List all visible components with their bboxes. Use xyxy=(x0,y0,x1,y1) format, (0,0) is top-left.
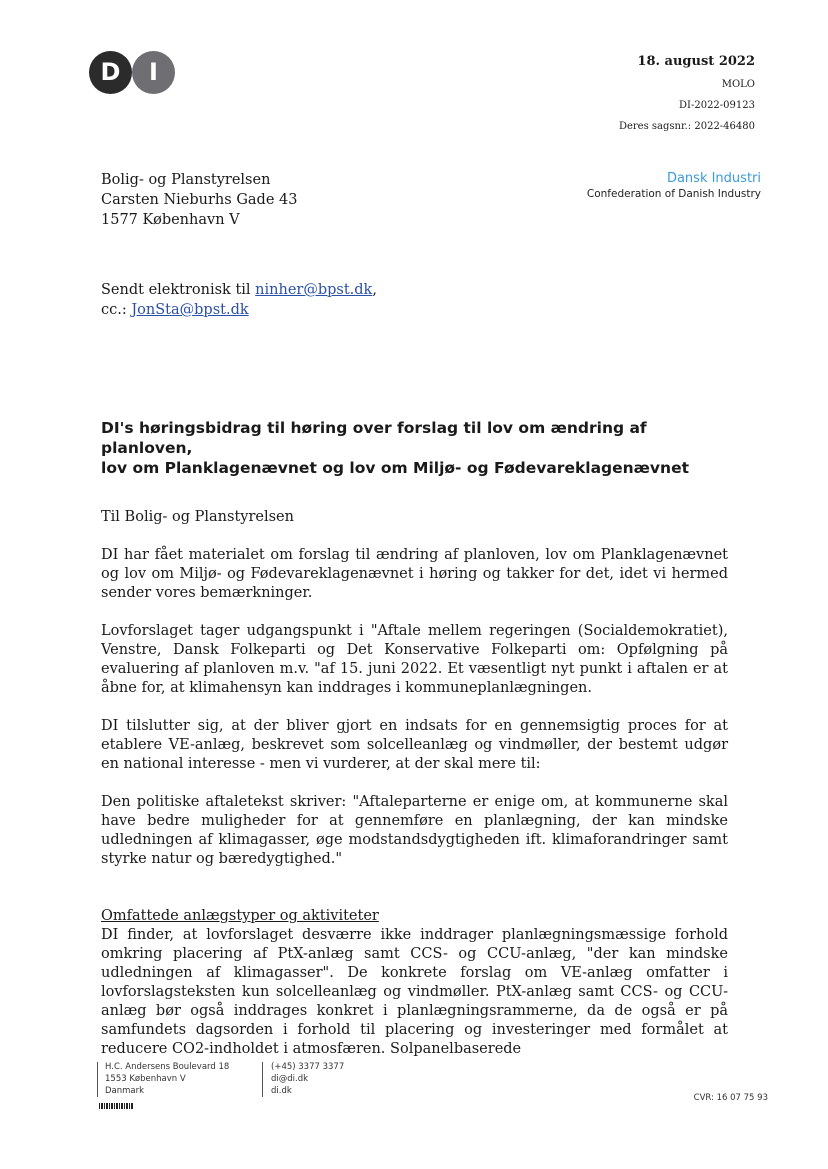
body-paragraph: Lovforslaget tager udgangspunkt i "Aftale mellem regeringen (Socialdemokratiet), Venstre, Dansk Folkeparti og Det Konservative Folkeparti om: Opfølgning på evaluering af planloven m.v. "af 15. juni 2022. Et væsentligt nyt punkt i aftalen er at åbne for, at klimahensyn kan inddrages i kommuneplanlægningen. xyxy=(101,623,728,696)
section-subheading: Omfattede anlægstyper og aktiviteter xyxy=(101,908,379,924)
title-line: DI's høringsbidrag til høring over forslag til lov om ændring af planloven, xyxy=(101,419,647,457)
case-number: DI-2022-09123 xyxy=(679,100,755,111)
email-link-primary[interactable]: ninher@bpst.dk xyxy=(255,282,373,298)
recipient-line: Carsten Nieburhs Gade 43 xyxy=(101,192,298,208)
letter-date: 18. august 2022 xyxy=(637,54,755,69)
email-link-cc[interactable]: JonSta@bpst.dk xyxy=(131,302,249,318)
their-reference: Deres sagsnr.: 2022-46480 xyxy=(618,121,755,132)
recipient-line: Bolig- og Planstyrelsen xyxy=(101,172,271,188)
body-paragraph: DI har fået materialet om forslag til ændring af planloven, lov om Planklagenævnet og lov om Miljø- og Fødevareklagenævnet i høring og takker for det, idet vi hermed sender vores bemærkninger. xyxy=(101,547,728,601)
document-title xyxy=(101,418,741,478)
sent-prefix: Sendt elektronisk til xyxy=(101,282,256,298)
sent-notice xyxy=(101,280,377,320)
footer-address-line: H.C. Andersens Boulevard 18 xyxy=(105,1062,230,1072)
letter-body xyxy=(101,508,728,1059)
body-paragraph: DI tilslutter sig, at der bliver gjort en indsats for en gennemsigtig proces for at etablere VE-anlæg, beskrevet som solcelleanlæg og vindmøller, der bestemt udgør en national interesse - men vi vurderer, at der skal mere til: xyxy=(101,718,728,772)
footer-contact xyxy=(271,1061,344,1097)
footer-email[interactable]: di@di.dk xyxy=(271,1074,309,1084)
brand-block xyxy=(587,171,761,202)
body-paragraph: DI finder, at lovforslaget desværre ikke inddrager planlægningsmæssige forhold omkring placering af PtX-anlæg samt CCS- og CCU-anlæg, "der kan mindske udledningen af klimagasser". De konkrete forslag om VE-anlæg omfatter i lovforslagsteksten kun solcelleanlæg og vindmøller. PtX-anlæg samt CCS- og CCU-anlæg bør også inddrages konkret i planlægningsrammerne, da de også er på samfundets dagsorden i forhold til placering og investeringer med formålet at reducere CO2-indholdet i atmosfæren. Solpanelbaserede xyxy=(101,927,728,1057)
recipient-line: 1577 København V xyxy=(101,212,240,228)
letter-meta xyxy=(619,53,755,134)
author-initials: MOLO xyxy=(721,79,755,90)
cc-prefix: cc.: xyxy=(101,302,132,318)
logo-letter-i: I xyxy=(132,51,175,94)
footer-divider xyxy=(262,1062,263,1097)
footer-cvr: CVR: 16 07 75 93 xyxy=(693,1093,768,1103)
footer-address-line: 1553 København V xyxy=(105,1074,186,1084)
brand-subtitle: Confederation of Danish Industry xyxy=(586,188,761,200)
brand-name: Dansk Industri xyxy=(666,171,761,186)
di-logo xyxy=(89,51,175,94)
footer-phone: (+45) 3377 3377 xyxy=(271,1062,345,1072)
salutation: Til Bolig- og Planstyrelsen xyxy=(101,509,294,525)
footer-address-line: Danmark xyxy=(105,1086,145,1096)
title-line: lov om Planklagenævnet og lov om Miljø- og Fødevareklagenævnet xyxy=(101,459,689,477)
barcode-icon xyxy=(99,1103,133,1109)
recipient-address xyxy=(101,170,297,230)
body-paragraph: Den politiske aftaletekst skriver: "Aftaleparterne er enige om, at kommunerne skal have bedre muligheder for at gennemføre en planlægning, der kan mindske udledningen af klimagasser, øge modstandsdygtigheden ift. klimaforandringer samt styrke natur og bæredygtighed." xyxy=(101,794,728,867)
logo-letter-d: D xyxy=(89,51,132,94)
footer-address xyxy=(105,1061,229,1097)
footer-divider xyxy=(97,1062,98,1097)
sent-suffix: , xyxy=(372,282,377,298)
footer-website[interactable]: di.dk xyxy=(271,1086,292,1096)
